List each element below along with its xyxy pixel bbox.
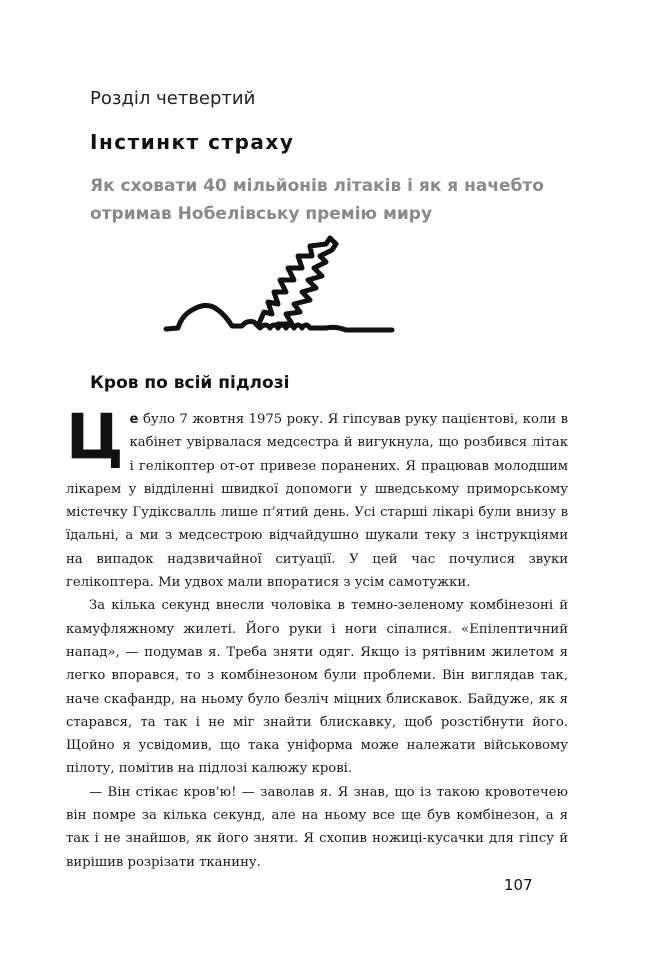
section-heading: Кров по всій підлозі <box>90 373 290 393</box>
chapter-subtitle: Як сховати 40 мільйонів літаків і як я начебто отримав Нобелівську премію миру <box>90 176 544 224</box>
paragraph-text: було 7 жовтня 1975 року. Я гіпсував руку пацієнтові, коли в кабінет увірвалася медсестра й вигукнула, що розбився літак і гелікоптер от-от привезе поранених. Я працював молодшим лікарем у відділенні швидкої допомоги у шведському приморському містечку Гудіксвалль лише п’ятий день. Усі старші лікарі були внизу в їдальні, а ми з медсестрою відчайдушно шукали теку з інструкціями на випадок надзвичайної ситуації. У цей час почулися звуки гелікоптера. Ми удвох мали впоратися з усім самотужки. <box>66 412 568 591</box>
paragraph: За кілька секунд внесли чоловіка в темно-зеленому комбінезоні й камуфляжному жилеті. Його руки і ноги сіпалися. «Епілептичний напад», — подумав я. Треба зняти одяг. Якщо із рятівним жилетом я легко впорався, то з комбінезоном були проблеми. Він виглядав так, наче скафандр, на ньому було безліч міцних блискавок. Байдуже, як я старався, та так і не міг знайти блискавку, щоб розстібнути його. Щойно я усвідомив, що така уніформа може належати військовому пілоту, помітив на підлозі калюжу крові. <box>66 598 568 777</box>
chapter-label: Розділ четвертий <box>90 88 256 109</box>
crocodile-icon <box>160 234 400 340</box>
page-number: 107 <box>504 876 533 894</box>
drop-cap: Ц <box>66 400 124 473</box>
paragraph: — Він стікає кров’ю! — заволав я. Я знав, що із такою кровотечею він помре за кілька секунд, але на ньому все ще був комбінезон, а я так і не знайшов, як його зняти. Я схопив ножиці-кусачки для гіпсу й вирішив розрізати тканину. <box>66 784 568 870</box>
first-word: е <box>129 412 139 427</box>
chapter-title: Інстинкт страху <box>90 130 295 154</box>
body-text <box>66 400 568 874</box>
paragraph <box>66 400 568 594</box>
